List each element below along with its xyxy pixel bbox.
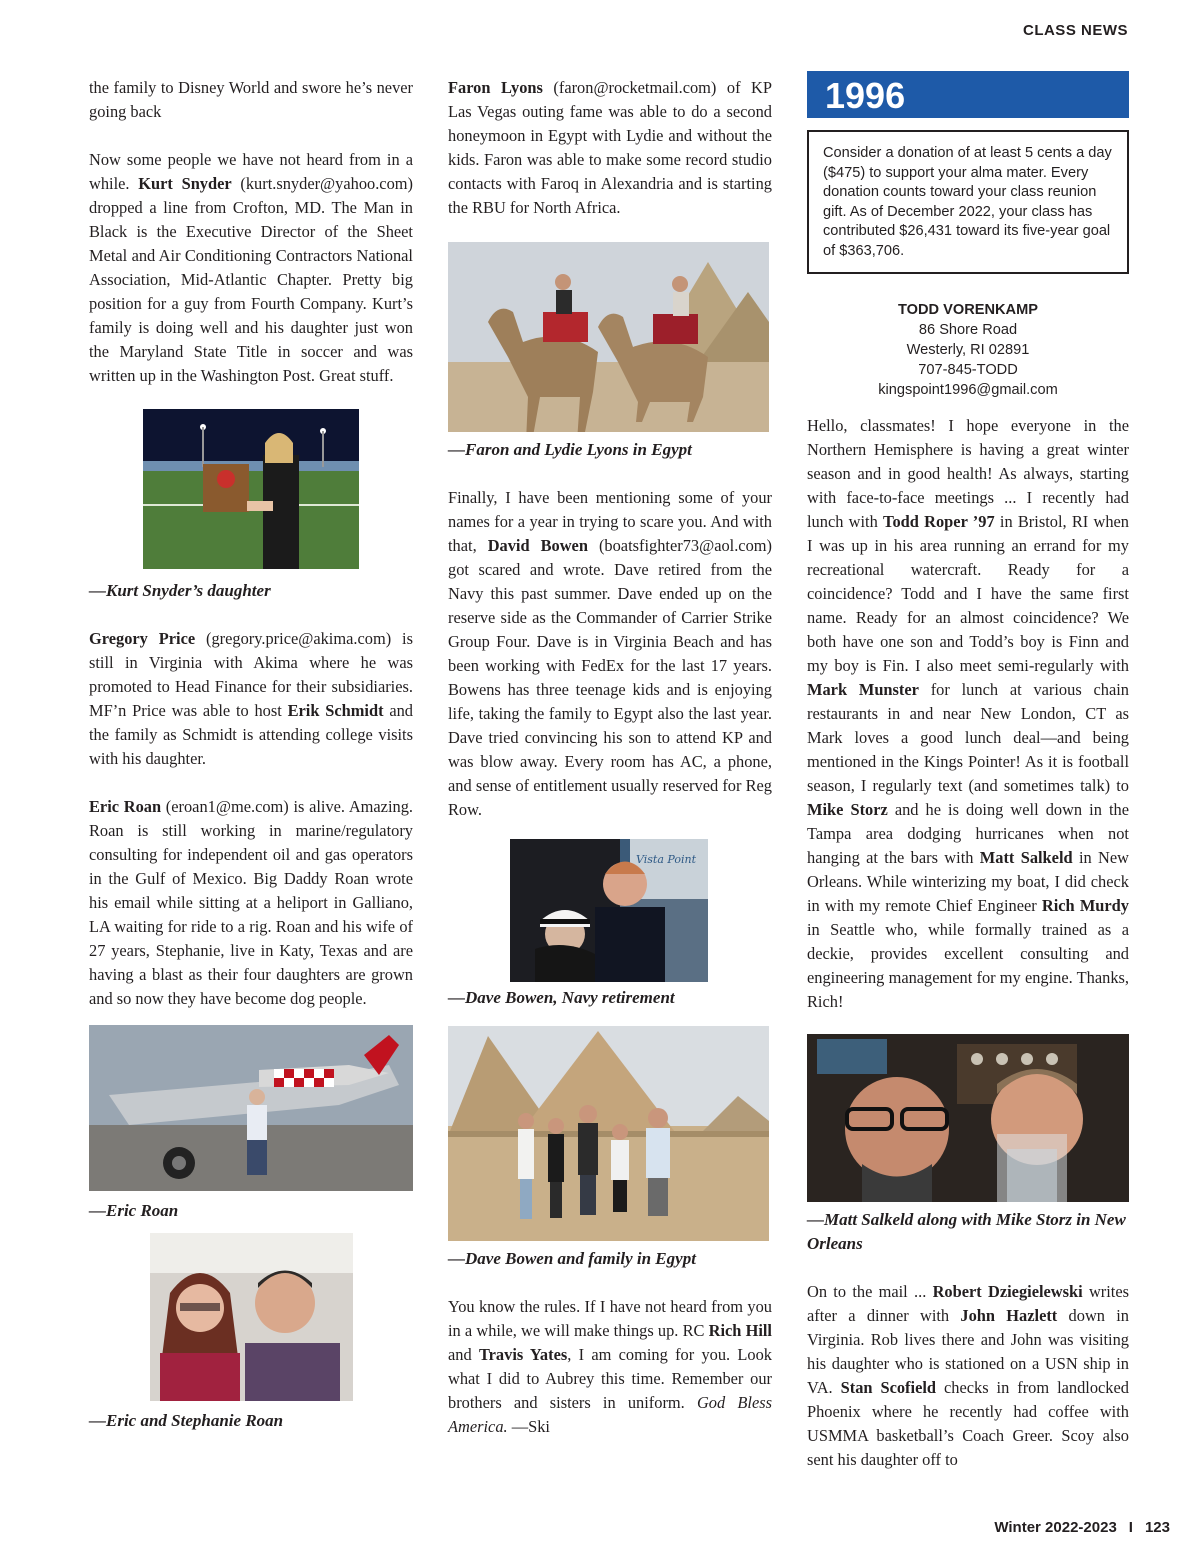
paragraph: the family to Disney World and swore he’s never going back: [89, 78, 413, 121]
paragraph-david-bowen: Finally, I have been mentioning some of your names for a year in trying to scare you. And with that, David Bowen (boatsfighter73@aol.com) got scared and wrote. Dave retired from the Navy this past summer. Dave ended up on the reserve side as the Commander of Carrier Strike Group Four. Dave is in Virginia Beach and has been working with FedEx for the last 17 years. Bowens has three teenage kids and is enjoying life, taking the family to Egypt also the last year. Dave tried convincing his son to attend KP and was blow away. Every room has AC, a phone, and sense of entitlement usually reserved for Reg Row.: [448, 488, 772, 819]
paragraph-rich-hill-travis-yates: You know the rules. If I have not heard from you in a while, we will make things up. RC Rich Hill and Travis Yates, I am coming for you. Look what I did to Aubrey this time. Remember our brothers and sisters in uniform. God Bless America. —Ski: [448, 1297, 772, 1436]
photo-dave-bowen-family-egypt: [448, 1026, 769, 1241]
caption: —Dave Bowen and family in Egypt: [448, 1249, 696, 1268]
paragraph-kurt-snyder: Now some people we have not heard from in a while. Kurt Snyder (kurt.snyder@yahoo.com) dropped a line from Crofton, MD. The Man in Black is the Executive Director of the Sheet Metal and Air Conditioning Contractors National Association, Mid-Atlantic Chapter. Pretty big position for a guy from Fourth Company. Kurt’s family is doing well and his daughter just won the Maryland State Title in soccer and was written up in the Washington Post. Great stuff.: [89, 150, 413, 385]
paragraph-faron-lyons: Faron Lyons (faron@rocketmail.com) of KP Las Vegas outing fame was able to do a second honeymoon in Egypt with Lydie and without the kids. Faron was able to make some record studio contacts with Faroq in Alexandria and is starting the RBU for North Africa.: [448, 78, 772, 217]
caption: —Dave Bowen, Navy retirement: [448, 988, 675, 1007]
paragraph-hello-classmates: Hello, classmates! I hope everyone in the Northern Hemisphere is having a great winter season and in good health! As always, starting with face-to-face meetings ... I recently had lunch with Todd Roper ’97 in Bristol, RI when I was up in his area running an errand for my recreational watercraft. Ready for a coincidence? Todd and I have the same first name. Ready for an almost coincidence? We both have one son and Todd’s boy is Finn and my boy is Fin. I also meet semi-regularly with Mark Munster for lunch at various chain restaurants in and near New London, CT as Mark loves a good lunch deal—and being mentioned in the Kings Pointer! As it is football season, I regularly text (and sometimes talk) to Mike Storz and he is doing well down in the Tampa area dodging hurricanes when not hanging at the bars with Matt Salkeld in New Orleans. While winterizing my boat, I did check in with my remote Chief Engineer Rich Murdy in Seattle who, while formally trained as a deckie, provides excellent consulting and engineering management for my engine. Thanks, Rich!: [807, 415, 1129, 1011]
contact-address: 86 Shore Road: [918, 321, 1018, 338]
photo-kurt-snyder-daughter: [143, 409, 359, 569]
paragraph-gregory-price: Gregory Price (gregory.price@akima.com) is still in Virginia with Akima where he was promoted to Head Finance for their subsidiaries. MF’n Price was able to host Erik Schmidt and the family as Schmidt is attending college visits with his daughter.: [89, 629, 413, 768]
issue-label: Winter 2022-2023: [994, 1519, 1117, 1536]
photo-matt-salkeld-mike-storz: [807, 1034, 1129, 1202]
caption: —Faron and Lydie Lyons in Egypt: [448, 440, 692, 459]
paragraph-eric-roan: Eric Roan (eroan1@me.com) is alive. Amazing. Roan is still working in marine/regulatory consulting for independent oil and gas operators in the Gulf of Mexico. Big Daddy Roan wrote his email while sitting at a heliport in Galliano, LA waiting for ride to a rig. Roan and his wife of 27 years, Stephanie, live in Katy, Texas and are having a blast as their four daughters are grown and so now they have become dog people.: [89, 797, 413, 1008]
contact-email[interactable]: kingspoint1996@gmail.com: [878, 381, 1058, 398]
contact-phone: 707-845-TODD: [918, 361, 1018, 378]
caption: —Eric and Stephanie Roan: [89, 1411, 284, 1430]
class-year-banner: 1996: [807, 71, 1129, 118]
photo-eric-stephanie-roan: [150, 1233, 353, 1401]
section-header: CLASS NEWS: [1022, 22, 1128, 39]
paragraph-on-to-the-mail: On to the mail ... Robert Dziegielewski writes after a dinner with John Hazlett down in Virginia. Rob lives there and John was visiting his daughter who is stationed on a USN ship in VA. Stan Scofield checks in from landlocked Phoenix where he recently had coffee with USMMA basketball’s Coach Greer. Scoy also sent his daughter off to: [807, 1281, 1130, 1469]
caption: —Matt Salkeld along with Mike Storz in New Orleans: [807, 1209, 1126, 1253]
photo-faron-lydie-egypt: [448, 242, 769, 432]
column-2: [448, 76, 772, 1439]
class-correspondent-contact: [807, 300, 1129, 400]
page-footer: [994, 1519, 1170, 1536]
contact-name: TODD VORENKAMP: [897, 301, 1038, 318]
page-number: 123: [1144, 1519, 1170, 1536]
column-3: [807, 76, 1129, 1472]
caption: —Kurt Snyder’s daughter: [89, 581, 271, 600]
sign-text: Vista Point: [636, 853, 696, 866]
photo-dave-bowen-retirement: [510, 839, 708, 982]
caption: —Eric Roan: [89, 1201, 179, 1220]
photo-eric-roan-plane: [89, 1025, 413, 1191]
column-1: [89, 76, 413, 1433]
donation-box: Consider a donation of at least 5 cents a day ($475) to support your alma mater. Every donation counts toward your class reunion gift. As of December 2022, your class has contributed $26,431 toward its five-year goal of $363,706.: [807, 130, 1129, 274]
footer-separator: I: [1128, 1519, 1133, 1536]
contact-city: Westerly, RI 02891: [906, 341, 1030, 358]
